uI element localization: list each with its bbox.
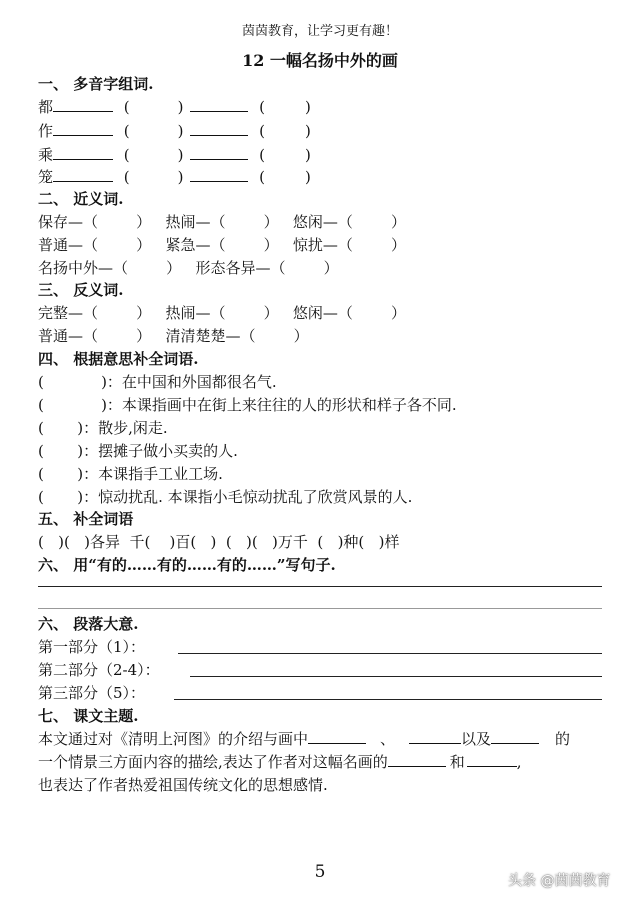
synonym-row: 保存—（ ） 热闹—（ ） 悠闲—（ ） [38,213,407,231]
writing-line[interactable] [38,608,602,609]
answer-blank[interactable] [53,167,113,182]
part-2-label: 第二部分（2-4）： [38,661,160,679]
answer-blank[interactable] [190,167,248,182]
polyphone-char: 笼 [38,168,54,186]
definition-item: ( )：摆摊子做小买卖的人. [38,442,238,460]
answer-blank[interactable] [53,97,113,112]
polyphone-row: 笼 ( ) ( ) [38,168,311,186]
answer-blank[interactable] [190,145,248,160]
part-1-answer-line[interactable] [178,653,602,654]
answer-blank[interactable] [467,752,517,767]
section-5-heading: 五、 补全词语 [38,510,134,528]
definition-item: ( )：散步,闲走. [38,419,168,437]
answer-blank[interactable] [53,145,113,160]
synonym-row: 普通—（ ） 紧急—（ ） 惊扰—（ ） [38,236,407,254]
page-title: 12 一幅名扬中外的画 [242,51,398,70]
page-header: 茵茵教育，让学习更有趣！ [241,24,398,39]
watermark: 头条 @茵茵教育 [508,873,611,889]
polyphone-row: 都 ( ) ( ) [38,98,311,116]
theme-line-1: 本文通过对《清明上河图》的介绍与画中 、 以及 的 [38,730,571,748]
antonym-row: 普通—（ ） 清清楚楚—（ ） [38,327,309,345]
section-3-heading: 三、 反义词. [38,281,124,299]
theme-line-2: 一个情景三方面内容的描绘,表达了作者对这幅名画的 和 , [38,753,522,771]
theme-line-3: 也表达了作者热爱祖国传统文化的思想感情. [38,776,328,794]
part-1-label: 第一部分（1）： [38,638,146,656]
answer-blank[interactable] [491,729,539,744]
answer-blank[interactable] [53,121,113,136]
part-3-label: 第三部分（5）： [38,684,146,702]
idiom-row: ( )( )各异 千( )百( ) ( )( )万千 ( )种( )样 [38,533,400,551]
section-6-sentence-heading: 六、 用“有的……有的……有的……”写句子. [38,556,336,574]
definition-item: ( )：惊动扰乱. 本课指小毛惊动扰乱了欣赏风景的人. [38,488,413,506]
polyphone-row: 作 ( ) ( ) [38,122,311,140]
answer-blank[interactable] [190,97,248,112]
answer-blank[interactable] [388,752,446,767]
part-3-answer-line[interactable] [174,699,602,700]
definition-item: ( )：本课指手工业工场. [38,465,223,483]
section-1-heading: 一、 多音字组词. [38,75,154,93]
section-7-heading: 七、 课文主题. [38,707,139,725]
answer-blank[interactable] [308,729,366,744]
polyphone-row: 乘 ( ) ( ) [38,146,311,164]
antonym-row: 完整—（ ） 热闹—（ ） 悠闲—（ ） [38,304,407,322]
section-2-heading: 二、 近义词. [38,190,124,208]
section-4-heading: 四、 根据意思补全词语. [38,350,199,368]
synonym-row: 名扬中外—（ ） 形态各异—（ ） [38,259,339,277]
answer-blank[interactable] [409,729,461,744]
definition-item: ( )：在中国和外国都很名气. [38,373,277,391]
definition-item: ( )：本课指画中在街上来往往的人的形状和样子各不同. [38,396,457,414]
page-number: 5 [314,862,326,882]
writing-line[interactable] [38,586,602,587]
section-6-paragraph-heading: 六、 段落大意. [38,615,139,633]
answer-blank[interactable] [190,121,248,136]
polyphone-char: 都 [38,98,54,116]
polyphone-char: 作 [38,122,54,140]
polyphone-char: 乘 [38,146,54,164]
part-2-answer-line[interactable] [190,676,602,677]
